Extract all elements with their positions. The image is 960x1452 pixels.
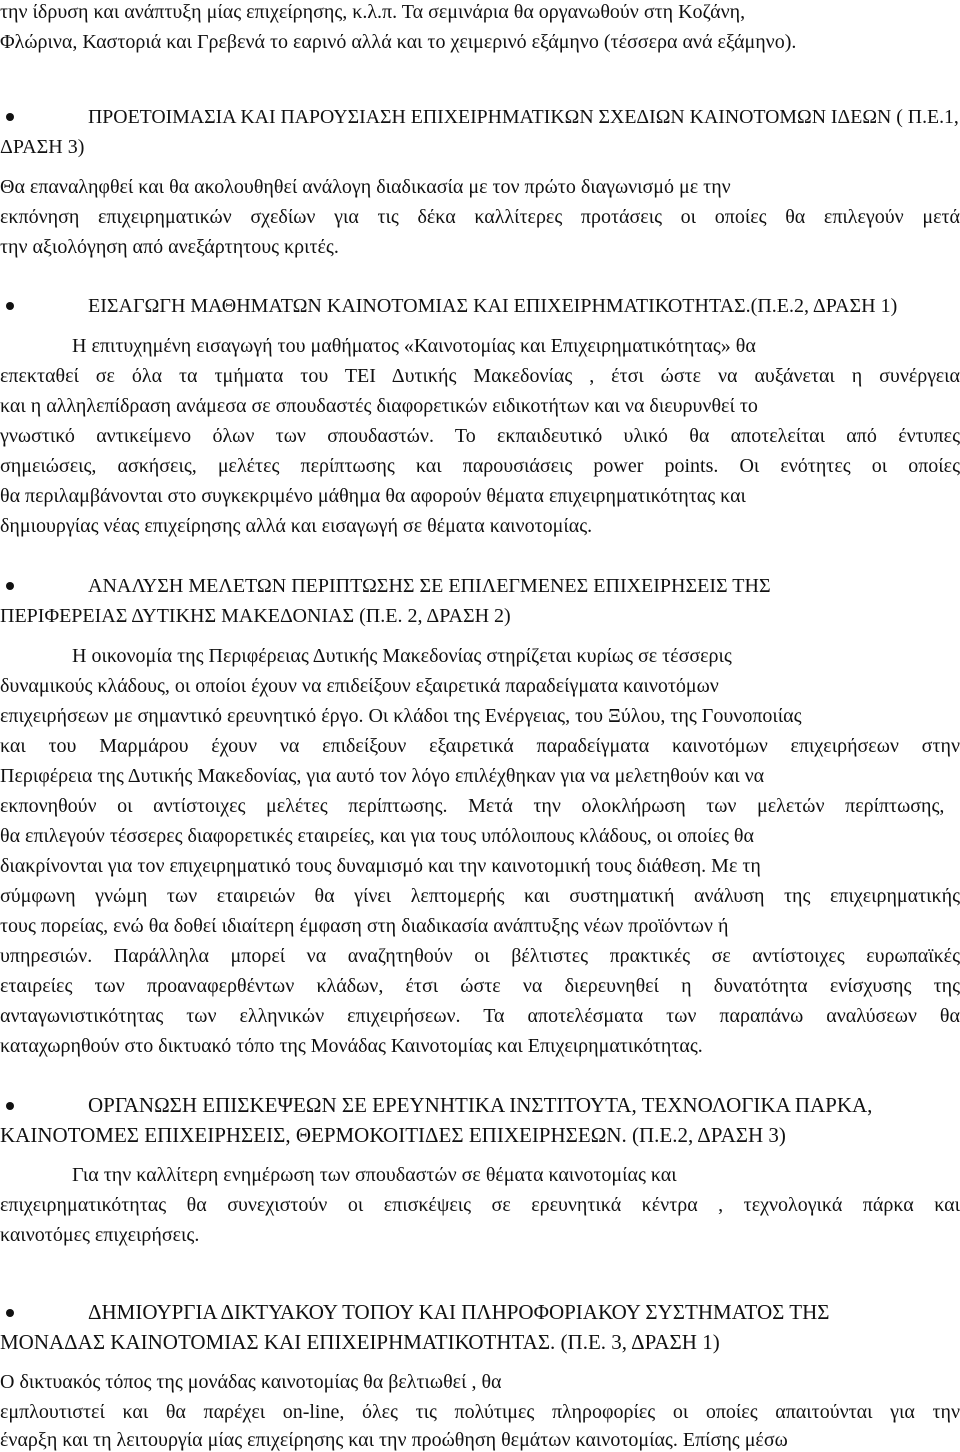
bullet-icon <box>6 582 14 590</box>
section-heading: ΔΡΑΣΗ 3) <box>0 136 85 158</box>
section-heading: ΑΝΑΛΥΣΗ ΜΕΛΕΤΩΝ ΠΕΡΙΠΤΩΣΗΣ ΣΕ ΕΠΙΛΕΓΜΕΝΕΣ ΕΠΙΧΕΙΡΗΣΕΙΣ ΤΗΣ <box>88 575 771 597</box>
section-heading: ΕΙΣΑΓΩΓΗ ΜΑΘΗΜΑΤΩΝ ΚΑΙΝΟΤΟΜΙΑΣ ΚΑΙ ΕΠΙΧΕΙΡΗΜΑΤΙΚΟΤΗΤΑΣ.(Π.Ε.2, ΔΡΑΣΗ 1) <box>88 295 898 317</box>
paragraph-line: και του Μαρμάρου έχουν να επιδείξουν εξαιρετικά παραδείγματα καινοτόμων επιχειρήσεων στην <box>0 735 960 757</box>
paragraph-line: Η οικονομία της Περιφέρειας Δυτικής Μακεδονίας στηρίζεται κυρίως σε τέσσερις <box>72 645 732 667</box>
section-heading: ΟΡΓΑΝΩΣΗ ΕΠΙΣΚΕΨΕΩΝ ΣΕ ΕΡΕΥΝΗΤΙΚΑ ΙΝΣΤΙΤΟΥΤΑ, ΤΕΧΝΟΛΟΓΙΚΑ ΠΑΡΚΑ, <box>88 1093 873 1117</box>
paragraph-line: Η επιτυχημένη εισαγωγή του μαθήματος «Καινοτομίας και Επιχειρηματικότητας» θα <box>72 335 756 357</box>
bullet-icon <box>6 302 14 310</box>
paragraph-line: δημιουργίας νέας επιχείρησης αλλά και εισαγωγή σε θέματα καινοτομίας. <box>0 515 593 537</box>
bullet-icon <box>6 1309 14 1317</box>
paragraph-line: Θα επαναληφθεί και θα ακολουθηθεί ανάλογη διαδικασία με τον πρώτο διαγωνισμό με την <box>0 176 731 198</box>
paragraph-line: εκπονηθούν οι αντίστοιχες μελέτες περίπτωσης. Μετά την ολοκλήρωση των μελετών περίπτωσης, <box>0 795 945 817</box>
paragraph-line: ανταγωνιστικότητας των ελληνικών επιχειρήσεων. Τα αποτελέσματα των παραπάνω αναλύσεων θα <box>0 1005 960 1027</box>
paragraph-line: γνωστικό αντικείμενο όλων των σπουδαστών. Το εκπαιδευτικό υλικό θα αποτελείται από έντυπες <box>0 425 960 447</box>
paragraph-line: έναρξη και τη λειτουργία μίας επιχείρησης και την προώθηση θεμάτων καινοτομίας. Επίσης μέσω <box>0 1429 788 1451</box>
paragraph-line: σημειώσεις, ασκήσεις, μελέτες περίπτωσης και παρουσιάσεις power points. Οι ενότητες οι οποίες <box>0 455 960 477</box>
bullet-icon <box>6 1102 14 1110</box>
section-heading: ΠΕΡΙΦΕΡΕΙΑΣ ΔΥΤΙΚΗΣ ΜΑΚΕΔΟΝΙΑΣ (Π.Ε. 2, ΔΡΑΣΗ 2) <box>0 605 511 627</box>
paragraph-line: σύμφωνη γνώμη των εταιρειών θα γίνει λεπτομερής και συστηματική ανάλυση της επιχειρηματικής <box>0 885 960 907</box>
paragraph-line: Περιφέρεια της Δυτικής Μακεδονίας, για αυτό τον λόγο επιλέχθηκαν για να μελετηθούν και να <box>0 765 765 787</box>
paragraph-line: Για την καλλίτερη ενημέρωση των σπουδαστών σε θέματα καινοτομίας και <box>72 1164 677 1186</box>
paragraph-line: θα περιλαμβάνονται στο συγκεκριμένο μάθημα θα αφορούν θέματα επιχειρηματικότητας και <box>0 485 746 507</box>
paragraph-line: επιχειρήσεων με σημαντικό ερευνητικό έργο. Οι κλάδοι της Ενέργειας, του Ξύλου, της Γουνοποιίας <box>0 705 802 727</box>
paragraph-line: και η αλληλεπίδραση ανάμεσα σε σπουδαστές διαφορετικών ειδικοτήτων και να διευρυνθεί το <box>0 395 758 417</box>
text-line: την ίδρυση και ανάπτυξη μίας επιχείρησης, κ.λ.π. Τα σεμινάρια θα οργανωθούν στη Κοζάνη, <box>0 1 746 23</box>
paragraph-line: καταχωρηθούν στο δικτυακό τόπο της Μονάδας Καινοτομίας και Επιχειρηματικότητας. <box>0 1035 703 1057</box>
paragraph-line: εκπόνηση επιχειρηματικών σχεδίων για τις δέκα καλλίτερες προτάσεις οι οποίες θα επιλεγούν μετά <box>0 206 960 228</box>
paragraph-line: Ο δικτυακός τόπος της μονάδας καινοτομίας θα βελτιωθεί , θα <box>0 1371 502 1393</box>
paragraph-line: διακρίνονται για τον επιχειρηματικό τους δυναμισμό και την καινοτομική τους διάθεση. Με τη <box>0 855 761 877</box>
section-heading: ΠΡΟΕΤΟΙΜΑΣΙΑ ΚΑΙ ΠΑΡΟΥΣΙΑΣΗ ΕΠΙΧΕΙΡΗΜΑΤΙΚΩΝ ΣΧΕΔΙΩΝ ΚΑΙΝΟΤΟΜΩΝ ΙΔΕΩΝ ( Π.Ε.1, <box>88 106 959 128</box>
paragraph-line: εμπλουτιστεί και θα παρέχει on-line, όλες τις πολύτιμες πληροφορίες οι οποίες απαιτούνται για την <box>0 1401 960 1423</box>
paragraph-line: δυναμικούς κλάδους, οι οποίοι έχουν να επιδείξουν εξαιρετικά παραδείγματα καινοτόμων <box>0 675 719 697</box>
paragraph-line: καινοτόμες επιχειρήσεις. <box>0 1224 200 1246</box>
section-heading: ΚΑΙΝΟΤΟΜΕΣ ΕΠΙΧΕΙΡΗΣΕΙΣ, ΘΕΡΜΟΚΟΙΤΙΔΕΣ ΕΠΙΧΕΙΡΗΣΕΩΝ. (Π.Ε.2, ΔΡΑΣΗ 3) <box>0 1123 786 1147</box>
paragraph-line: την αξιολόγηση από ανεξάρτητους κριτές. <box>0 236 339 258</box>
bullet-icon <box>6 113 14 121</box>
paragraph-line: θα επιλεγούν τέσσερες διαφορετικές εταιρείες, και για τους υπόλοιπους κλάδους, οι οποίες θα <box>0 825 754 847</box>
text-line: Φλώρινα, Καστοριά και Γρεβενά το εαρινό αλλά και το χειμερινό εξάμηνο (τέσσερα ανά εξάμηνο). <box>0 31 797 53</box>
paragraph-line: τους πορείας, ενώ θα δοθεί ιδιαίτερη έμφαση στη διαδικασία ανάπτυξης νέων προϊόντων ή <box>0 915 729 937</box>
paragraph-line: υπηρεσιών. Παράλληλα μπορεί να αναζητηθούν οι βέλτιστες πρακτικές σε αντίστοιχες ευρωπαϊκές <box>0 945 960 967</box>
section-heading: ΜΟΝΑΔΑΣ ΚΑΙΝΟΤΟΜΙΑΣ ΚΑΙ ΕΠΙΧΕΙΡΗΜΑΤΙΚΟΤΗΤΑΣ. (Π.Ε. 3, ΔΡΑΣΗ 1) <box>0 1330 720 1354</box>
paragraph-line: επιχειρηματικότητας θα συνεχιστούν οι επισκέψεις σε ερευνητικά κέντρα , τεχνολογικά πάρκα και <box>0 1194 960 1216</box>
section-heading: ΔΗΜΙΟΥΡΓΙΑ ΔΙΚΤΥΑΚΟΥ ΤΟΠΟΥ ΚΑΙ ΠΛΗΡΟΦΟΡΙΑΚΟΥ ΣΥΣΤΗΜΑΤΟΣ ΤΗΣ <box>88 1300 830 1324</box>
paragraph-line: εταιρείες των προαναφερθέντων κλάδων, έτσι ώστε να διερευνηθεί η δυνατότητα ενίσχυσης της <box>0 975 960 997</box>
paragraph-line: επεκταθεί σε όλα τα τμήματα του ΤΕΙ Δυτικής Μακεδονίας , έτσι ώστε να αυξάνεται η συνέργεια <box>0 365 960 387</box>
